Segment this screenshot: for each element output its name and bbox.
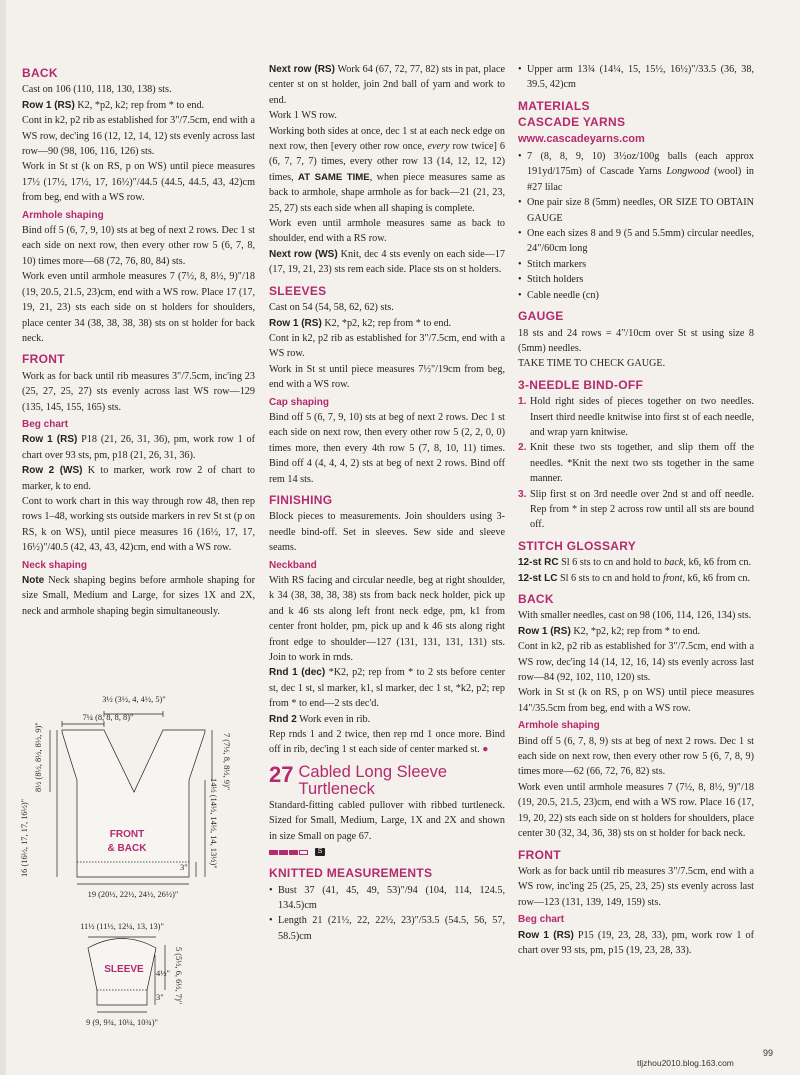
back-cast-on-27: With smaller needles, cast on 98 (106, 114, 126, 134) sts. [518, 610, 752, 622]
neckband-rnd2: Rnd 2 Work even in rib. [269, 713, 371, 725]
cascade-heading: CASCADE YARNS [518, 115, 626, 130]
rib-depth-label: 3" [180, 863, 188, 872]
front-heading-27: FRONT [518, 847, 561, 862]
cap-shaping-heading: Cap shaping [269, 396, 330, 408]
bind-off-step: 1. Hold right sides of pieces together on two needles. Insert third needle knitwise into first st of each needle, and wrap yarn knitwise. [518, 396, 754, 438]
beg-chart-heading: Beg chart [22, 418, 69, 430]
armhole-bind-off: Bind off 5 (6, 7, 9, 10) sts at beg of next 2 rows. Dec 1 st each side on next row, then every other row 5 (6, 7, 8, 10) times more—68 (72, 76, 80, 84) sts. [22, 225, 255, 267]
front-row1: Row 1 (RS) P18 (21, 26, 31, 36), pm, work row 1 of chart over 93 sts, pm, p18 (21, 26, 31, 36). [22, 434, 255, 461]
side-length-label: 16 (16½, 17, 17, 16½)" [20, 798, 29, 877]
front-ws-row: Work 1 WS row. [269, 110, 337, 122]
website-link[interactable]: www.cascadeyarns.com [518, 132, 645, 145]
pattern-title [269, 761, 505, 798]
back-heading: BACK [22, 66, 58, 80]
beg-chart-heading-27: Beg chart [518, 914, 565, 926]
shoulder-width-label: 7¼ (8, 8, 8, 8)" [82, 713, 134, 722]
front-back-label: FRONT [109, 829, 145, 840]
back-cast-on: Cast on 106 (110, 118, 130, 138) sts. [22, 84, 172, 96]
sleeve-cuff-label: 9 (9, 9¾, 10¼, 10¾)" [86, 1018, 158, 1027]
measurements-list [269, 883, 505, 945]
front-both-sides: Working both sides at once, dec 1 st at each neck edge on next row, then [every other row once, every row twice] 6 (6, 7, 7, 7) times, every other row 13 (14, 12, 12, 12) times, AT SAME TIME, when piece measures same as back to armhole, shape armhole as for back—21 (21, 23, 25, 27) sts each side when all shaping is complete. [269, 125, 505, 214]
bind-off-step: 2. Knit these two sts together, and slip them off the needles. *Knit the next two sts together in the same manner. [518, 442, 754, 485]
gauge-heading: GAUGE [518, 309, 564, 324]
front-heading: FRONT [22, 352, 65, 367]
pattern-number: 27 [269, 761, 294, 787]
body-width-label: 19 (20½, 22½, 24½, 26½)" [87, 890, 179, 899]
back-rib-27: Cont in k2, p2 rib as established for 3"/7.5cm, end with a WS row, dec'ing 14 (14, 12, 16, 14) sts evenly across last row—84 (92, 102, 110, 120) sts. [518, 641, 754, 684]
sleeves-cast-on: Cast on 54 (54, 58, 62, 62) sts. [269, 302, 394, 314]
cap-shaping: Bind off 5 (6, 7, 9, 10) sts at beg of next 2 rows. Dec 1 st each side on next row, then every other row 5 (2, 2, 0, 0) times more, then every 4th row 5 (7, 8, 10, 11) times. Bind off 4 (4, 4, 4, 2) sts at beg of next 2 rows. Bind off rem 14 sts. [269, 411, 505, 485]
pattern-name-line1: Cabled Long Sleeve [298, 762, 448, 781]
front-row2: Row 2 (WS) K to marker, work row 2 of chart to marker, k to end. [22, 465, 255, 492]
garment-schematic [0, 0, 270, 1040]
neckband-end: Rep rnds 1 and 2 twice, then rep rnd 1 once more. Bind off in rib, dec'ing 1 st each side of center marked st. ● [269, 729, 505, 756]
neck-width-label: 3½ (3½, 4, 4½, 5)" [102, 695, 166, 704]
neckband-rnd1: Rnd 1 (dec) *K2, p2; rep from * to 2 sts before center st, dec 1 st, sl marker, k1, sl marker, dec 1 st, *k2, p2; rep from * to end—2 sts dec'd. [269, 667, 505, 710]
armhole-bind-off-27: Bind off 5 (6, 7, 8, 9) sts at beg of next 2 rows. Dec 1 st each side on next row, then every other row 5 (6, 7, 8, 9) times more—62 (66, 72, 76, 82) sts. [518, 735, 754, 778]
back-row1: Row 1 (RS) K2, *p2, k2; rep from * to end. [22, 99, 205, 111]
material-markers: • Stitch markers [518, 257, 754, 272]
finishing-heading: FINISHING [269, 492, 333, 507]
sleeve-cap-height-label: 5 (5½, 6, 6½, 7)" [174, 947, 183, 1005]
sleeve-length-label: 4½" [156, 969, 170, 978]
end-dot-icon: ● [482, 744, 489, 756]
body-outline [62, 730, 205, 877]
skill-bar-icon [269, 850, 278, 855]
size-badge-icon: S [315, 848, 325, 856]
neck-note: Note Neck shaping begins before armhole shaping for size Small, Medium and Large, for sizes 1X and 2X, neck and armhole shaping begin simultaneously. [22, 575, 255, 617]
sleeve-top-width-label: 11½ (11½, 12¼, 13, 13)" [80, 922, 164, 931]
back-heading-27: BACK [518, 592, 554, 606]
length-measurement: • Length 21 (21½, 22, 22½, 23)"/53.5 (54.5, 56, 57, 58.5)cm [269, 913, 505, 944]
bind-off-heading: 3-NEEDLE BIND-OFF [518, 377, 644, 392]
armhole-work-even-27: Work even until armhole measures 7 (7½, 8, 8½, 9)"/18 (19, 20.5, 21.5, 23)cm, end with a WS row. Place 16 (17, 19, 20, 22) sts each side on st holders for shoulders, place center 30 (32, 34, 36, 38) sts on st holder for back neck. [518, 781, 754, 840]
sleeves-row1: Row 1 (RS) K2, *p2, k2; rep from * to end. [269, 317, 452, 329]
gauge-text: 18 sts and 24 rows = 4"/10cm over St st using size 8 (5mm) needles. [518, 327, 754, 354]
neck-shaping-heading: Neck shaping [22, 559, 88, 571]
front-rib-27: Work as for back until rib measures 3"/7.5cm, end with a WS row, inc'ing 25 (25, 25, 23, 25) sts evenly across last row—123 (131, 139, 149, 159) sts. [518, 865, 754, 908]
neckband-heading: Neckband [269, 559, 317, 571]
blog-watermark: tljzhou2010.blog.163.com [637, 1058, 734, 1068]
front-rib: Work as for back until rib measures 3"/7.5cm, inc'ing 23 (25, 27, 25, 27) sts evenly across last WS row—129 (135, 145, 155, 165) sts. [22, 370, 255, 413]
sleeve-label: SLEEVE [104, 964, 144, 975]
armhole-depth-label: 7 (7½, 8, 8½, 9)" [222, 733, 231, 791]
front-next-row: Next row (RS) Work 64 (67, 72, 77, 82) sts in pat, place center st on st holder, join 2nd ball of yarn and work to end. [269, 64, 505, 106]
bust-measurement: • Bust 37 (41, 45, 49, 53)"/94 (104, 114, 124.5, 134.5)cm [269, 883, 505, 914]
skill-bar-empty-icon [299, 850, 308, 855]
knitted-measurements-heading: KNITTED MEASUREMENTS [269, 866, 433, 881]
back-rib: Cont in k2, p2 rib as established for 3"/7.5cm, end with a WS row, dec'ing 16 (12, 12, 14, 12) sts evenly across last row—90 (98, 106, 116, 126) sts. [22, 115, 255, 158]
armhole-work-even: Work even until armhole measures 7 (7½, 8, 8½, 9)"/18 (19, 20.5, 21.5, 23)cm, end with a WS row. Place 17 (17, 19, 21, 23) sts each side on st holders for shoulders, place center 34 (38, 38, 38, 38) sts on st holder for back neck. [22, 271, 255, 344]
glossary-lc: 12-st LC Sl 6 sts to cn and hold to front, k6, k6 from cn. [518, 572, 751, 584]
sleeves-heading: SLEEVES [269, 283, 327, 298]
front-row1-27: Row 1 (RS) P15 (19, 23, 28, 33), pm, work row 1 of chart over 93 sts, pm, p15 (19, 23, 28, 33). [518, 929, 754, 956]
neck-depth-label: 8½ (8½, 8½, 8½, 9)" [34, 722, 43, 792]
materials-list [518, 149, 754, 303]
material-circular-needles: • One each sizes 8 and 9 (5 and 5.5mm) circular needles, 24"/60cm long [518, 226, 754, 257]
gauge-check: TAKE TIME TO CHECK GAUGE. [518, 358, 666, 370]
material-cable-needle: • Cable needle (cn) [518, 288, 754, 303]
column-2 [269, 62, 505, 944]
finishing-text: Block pieces to measurements. Join shoulders using 3-needle bind-off. Set in sleeves. Sew side and sleeve seams. [269, 511, 505, 554]
bind-off-steps [518, 394, 754, 533]
pattern-intro: Standard-fitting cabled pullover with ribbed turtleneck. Sized for Small, Medium, Large, 1X and 2X and shown in size Small on page 67. [269, 799, 505, 842]
materials-heading: MATERIALS [518, 98, 590, 113]
skill-bar-icon [279, 850, 288, 855]
armhole-heading: Armhole shaping [22, 209, 104, 221]
front-next-ws: Next row (WS) Knit, dec 4 sts evenly on each side—17 (17, 19, 21, 23) sts rem each side. Place sts on st holders. [269, 248, 506, 276]
front-back-label-2: & BACK [107, 843, 147, 854]
column-3 [518, 62, 754, 958]
back-st-st-27: Work in St st (k on RS, p on WS) until piece measures 14"/35.5cm from beg, end with a WS row. [518, 687, 754, 714]
sleeve-rib-label: 3" [156, 993, 164, 1002]
skill-level-indicator [269, 848, 505, 856]
back-st-st: Work in St st (k on RS, p on WS) until piece measures 17½ (17½, 17½, 17, 16½)"/44.5 (44.5, 44.5, 43, 42)cm from beg, end with a WS row. [22, 161, 255, 204]
material-yarn: • 7 (8, 8, 9, 10) 3½oz/100g balls (each approx 191yd/175m) of Cascade Yarns Longwood (wool) in #27 lilac [518, 149, 754, 195]
bind-off-step: 3. Slip first st on 3rd needle over 2nd st and off needle. Rep from * in step 2 across row until all sts are bound off. [518, 488, 754, 531]
glossary-rc: 12-st RC Sl 6 sts to cn and hold to back, k6, k6 from cn. [518, 557, 751, 569]
material-needles: • One pair size 8 (5mm) needles, OR SIZE TO OBTAIN GAUGE [518, 195, 754, 226]
armhole-heading-27: Armhole shaping [518, 720, 600, 732]
pattern-name-line2: Turtleneck [298, 779, 375, 798]
sleeves-st-st: Work in St st until piece measures 7½"/19cm from beg, end with a WS row. [269, 363, 505, 391]
chart-continue: Cont to work chart in this way through row 48, then rep rows 1–48, working sts outside markers in rev St st (p on RS, k on WS), until piece measures 16 (16½, 17, 17, 16½)"/40.5 (42, 43, 43, 42)cm, end with a WS row. [22, 495, 255, 554]
back-row1-27: Row 1 (RS) K2, *p2, k2; rep from * to end. [518, 625, 701, 637]
material-holders: • Stitch holders [518, 272, 754, 287]
neckband-text: With RS facing and circular needle, beg at right shoulder, k 34 (38, 38, 38, 38) sts from back neck holder, pick up and k 46 sts along left front neck edge, pm, k1 from center front holder, pm, pick up and k 46 sts along right front edge to shoulder—127 (131, 131, 131, 131) sts. Join to work in rnds. [269, 575, 505, 664]
stitch-glossary-heading: STITCH GLOSSARY [518, 538, 637, 553]
skill-bar-icon [289, 850, 298, 855]
page-number: 99 [763, 1048, 774, 1058]
front-work-even: Work even until armhole measures same as back to shoulder, end with a RS row. [269, 218, 505, 245]
upper-arm-measurement: • Upper arm 13¾ (14¼, 15, 15½, 16½)"/33.5 (36, 38, 39.5, 42)cm [518, 62, 754, 93]
body-length-label: 14½ (14½, 14½, 14, 13½)" [209, 778, 218, 869]
sleeves-rib: Cont in k2, p2 rib as established for 3"/7.5cm, end with a WS row. [269, 332, 505, 360]
